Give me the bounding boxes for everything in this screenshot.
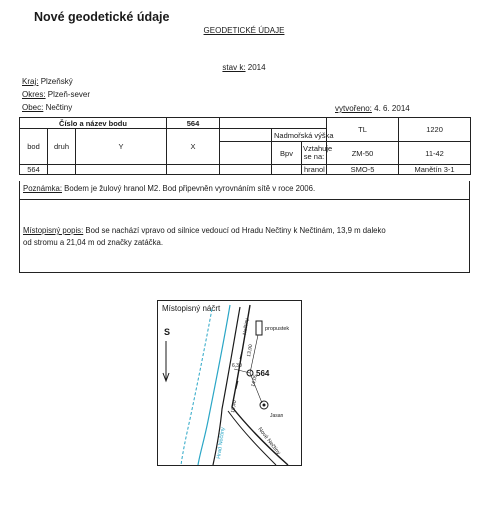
empty-cell bbox=[220, 118, 327, 129]
cislo-value: 564 bbox=[167, 118, 220, 129]
stav-line bbox=[0, 63, 488, 72]
distance-4: 19,40 bbox=[230, 399, 239, 414]
road-top-label: Nečtiny bbox=[242, 317, 251, 336]
row-x bbox=[167, 165, 220, 175]
bod-header: bod bbox=[20, 129, 48, 165]
obec-label: Obec: bbox=[22, 103, 44, 112]
poznamka-text: Bodem je žulový hranol M2. Bod připevněn vyrovnáním sítě v roce 2006. bbox=[62, 184, 316, 193]
road-left-label: Hrad Nečtiny bbox=[216, 426, 227, 460]
stav-value: 2014 bbox=[247, 63, 266, 72]
notes-divider bbox=[20, 199, 469, 200]
section-heading-text: GEODETICKÉ ÚDAJE bbox=[203, 26, 285, 35]
point-564-label: 564 bbox=[256, 369, 270, 378]
mistopis-line-2: od stromu a 21,04 m od značky zatáčka. bbox=[23, 238, 163, 247]
mistopis-text-1: Bod se nachází vpravo od silnice vedoucí od Hradu Nečtiny k Nečtinám, 13,9 m daleko bbox=[83, 226, 386, 235]
section-heading bbox=[0, 26, 488, 35]
point-table bbox=[19, 117, 471, 175]
road-left-edge-inner bbox=[181, 309, 212, 465]
x-header: X bbox=[167, 129, 220, 165]
nadmorska-vyska-header: Nadmořská výška bbox=[272, 129, 327, 142]
okres-value: Plzeň-sever bbox=[47, 90, 91, 99]
vytvoreno-label: vytvořeno: bbox=[335, 104, 372, 113]
okres-line bbox=[22, 90, 90, 99]
sketch-title: Místopisný náčrt bbox=[162, 304, 221, 313]
notes-box bbox=[19, 181, 470, 273]
tl-value: 1220 bbox=[399, 118, 471, 142]
jasan-label: Jasan bbox=[270, 413, 284, 419]
mistopis-line-1 bbox=[23, 225, 466, 237]
distance-3: 14,05 bbox=[250, 373, 260, 388]
spacer-cell bbox=[220, 129, 272, 142]
obec-value: Nečtiny bbox=[45, 103, 73, 112]
zm-value: 11-42 bbox=[399, 142, 471, 165]
document-title: Nové geodetické údaje bbox=[34, 10, 170, 24]
poznamka-line bbox=[23, 183, 466, 195]
road-left-edge-outer bbox=[198, 305, 230, 465]
distance-2: 6,30 bbox=[232, 363, 242, 369]
bpv-header: Bpv bbox=[272, 142, 302, 165]
vytvoreno-line bbox=[335, 104, 410, 113]
mistopis-label: Místopisný popis: bbox=[23, 226, 84, 235]
row-y bbox=[76, 165, 167, 175]
kraj-label: Kraj: bbox=[22, 77, 39, 86]
spacer-cell bbox=[220, 142, 272, 165]
vytvoreno-value: 4. 6. 2014 bbox=[374, 104, 410, 113]
y-header: Y bbox=[76, 129, 167, 165]
zm-label: ZM-50 bbox=[327, 142, 399, 165]
obec-line bbox=[22, 103, 72, 112]
tree-center bbox=[263, 404, 266, 407]
tl-label: TL bbox=[327, 118, 399, 142]
row-bpv bbox=[272, 165, 302, 175]
row-bod: 564 bbox=[20, 165, 48, 175]
north-label: S bbox=[164, 327, 171, 337]
distance-1: 13,90 bbox=[246, 343, 255, 358]
kraj-line bbox=[22, 77, 73, 86]
kraj-value: Plzeňský bbox=[40, 77, 73, 86]
propustek-label: propustek bbox=[265, 326, 290, 332]
row-hranol: hranol bbox=[302, 165, 327, 175]
vztahuje-header: Vztahuje se na: bbox=[302, 142, 327, 165]
row-smo-label: SMO-5 bbox=[327, 165, 399, 175]
sketch-drawing bbox=[158, 301, 301, 465]
cislo-nazev-header: Číslo a název bodu bbox=[20, 118, 167, 129]
stav-label: stav k: bbox=[222, 63, 246, 72]
propustek-symbol bbox=[256, 321, 262, 335]
okres-label: Okres: bbox=[22, 90, 46, 99]
poznamka-label: Poznámka: bbox=[23, 184, 63, 193]
druh-header: druh bbox=[48, 129, 76, 165]
site-sketch bbox=[157, 300, 302, 466]
row-spacer bbox=[220, 165, 272, 175]
road-right-label: Nové Nečtiny bbox=[256, 426, 282, 457]
row-druh bbox=[48, 165, 76, 175]
row-smo-value: Manětín 3-1 bbox=[399, 165, 471, 175]
